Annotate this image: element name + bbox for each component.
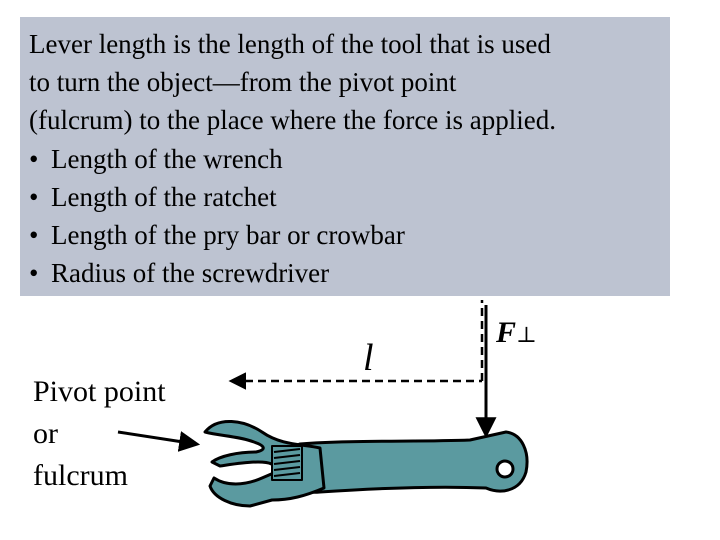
description-line-1: Lever length is the length of the tool that is used <box>29 29 551 59</box>
force-letter: F <box>496 316 517 349</box>
pivot-label-line-2: or <box>33 417 58 450</box>
wrench-icon <box>205 421 527 506</box>
wrench-worm-gear <box>272 446 302 480</box>
description-line-2: to turn the object—from the pivot point <box>29 67 457 98</box>
pivot-label-line-1: Pivot point <box>33 375 166 408</box>
description-line-3: (fulcrum) to the place where the force is applied. <box>29 105 557 136</box>
bullet-symbol: • <box>29 220 39 251</box>
pivot-pointer-arrow <box>118 432 196 444</box>
pivot-label-line-3: fulcrum <box>33 459 128 492</box>
bullet-text: Length of the wrench <box>51 143 283 174</box>
wrench-handle-hole <box>497 461 513 477</box>
bullet-symbol: • <box>29 181 39 212</box>
bullet-symbol: • <box>29 143 39 174</box>
bullet-text: Length of the ratchet <box>51 181 277 212</box>
bullet-symbol: • <box>29 258 39 289</box>
lever-length-symbol: l <box>363 337 374 379</box>
bullet-text: Radius of the screwdriver <box>51 258 330 289</box>
perpendicular-subscript: ⊥ <box>516 322 537 347</box>
bullet-text: Length of the pry bar or crowbar <box>51 220 405 251</box>
